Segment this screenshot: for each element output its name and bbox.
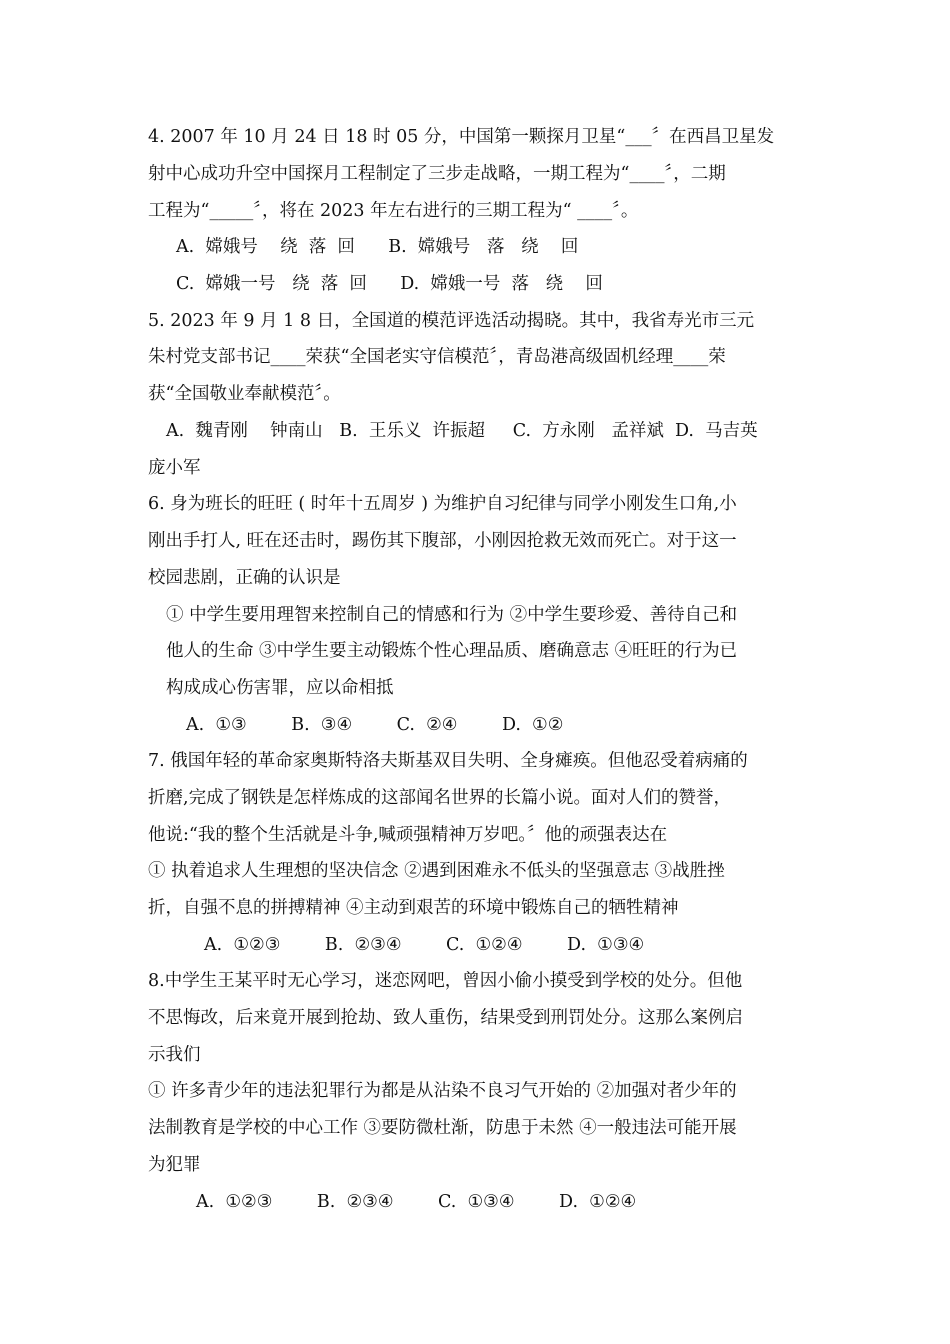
question-text-line: 7. 俄国年轻的革命家奥斯特洛夫斯基双目失明、全身瘫痪。但他忍受着病痛的: [148, 751, 748, 771]
statement-line: 他人的生命 ③中学生要主动锻炼个性心理品质、磨确意志 ④旺旺的行为已: [166, 641, 738, 661]
statement-line: 为犯罪: [148, 1155, 201, 1175]
question-text-line: 折磨,完成了钢铁是怎样炼成的这部闻名世界的长篇小说。面对人们的赞誉，: [148, 788, 732, 808]
question-text-line: 不思悔改，后来竟开展到抢劫、致人重伤，结果受到刑罚处分。这那么案例启: [148, 1008, 743, 1028]
question-text-line: 4. 2007 年 10 月 24 日 18 时 05 分，中国第一颗探月卫星“___〞在西昌卫星发: [148, 127, 775, 147]
question-text-line: 获“全国敬业奉献模范〞。: [148, 384, 341, 404]
question-text-line: 示我们: [148, 1045, 201, 1065]
answer-options: C. 嫦娥一号 绕 落 回 D. 嫦娥一号 落 绕 回: [176, 274, 603, 294]
question-text-line: 朱村党支部书记____荣获“全国老实守信模范〞，青岛港高级固机经理____荣: [148, 347, 726, 367]
statement-line: 法制教育是学校的中心工作 ③要防微杜渐，防患于未然 ④一般违法可能开展: [148, 1118, 737, 1138]
answer-options: A. 嫦娥号 绕 落 回 B. 嫦娥号 落 绕 回: [176, 237, 579, 257]
statement-line: ① 执着追求人生理想的坚决信念 ②遇到困难永不低头的坚强意志 ③战胜挫: [148, 861, 725, 881]
answer-options: 庞小军: [148, 458, 201, 478]
answer-options: A. ①③ B. ③④ C. ②④ D. ①②: [186, 715, 564, 735]
statement-line: 构成成心伤害罪，应以命相抵: [166, 678, 394, 698]
question-text-line: 射中心成功升空中国探月工程制定了三步走战略，一期工程为“____〞，二期: [148, 164, 726, 184]
question-text-line: 工程为“_____〞，将在 2023 年左右进行的三期工程为“ ____〞。: [148, 201, 639, 221]
statement-line: 折，自强不息的拼搏精神 ④主动到艰苦的环境中锻炼自己的牺牲精神: [148, 898, 679, 918]
answer-options: A. ①②③ B. ②③④ C. ①③④ D. ①②④: [196, 1192, 637, 1212]
question-text-line: 6. 身为班长的旺旺 ( 时年十五周岁 ) 为维护自习纪律与同学小刚发生口角,小: [148, 494, 737, 514]
answer-options: A. ①②③ B. ②③④ C. ①②④ D. ①③④: [204, 935, 645, 955]
statement-line: ① 中学生要用理智来控制自己的情感和行为 ②中学生要珍爱、善待自己和: [166, 605, 738, 625]
statement-line: ① 许多青少年的违法犯罪行为都是从沾染不良习气开始的 ②加强对者少年的: [148, 1081, 737, 1101]
question-text-line: 他说:“我的整个生活就是斗争,喊顽强精神万岁吧。〞他的顽强表达在: [148, 825, 668, 845]
answer-options: A. 魏青刚 钟南山 B. 王乐义 许振超 C. 方永刚 孟祥斌 D. 马吉英: [166, 421, 758, 441]
question-text-line: 5. 2023 年 9 月 1 8 日，全国道的模范评选活动揭晓。其中，我省寿光市三元: [148, 311, 755, 331]
question-text-line: 刚出手打人, 旺在还击时，踢伤其下腹部，小刚因抢救无效而死亡。对于这一: [148, 531, 737, 551]
question-text-line: 8.中学生王某平时无心学习，迷恋网吧，曾因小偷小摸受到学校的处分。但他: [148, 971, 743, 991]
question-text-line: 校园悲剧，正确的认识是: [148, 568, 341, 588]
